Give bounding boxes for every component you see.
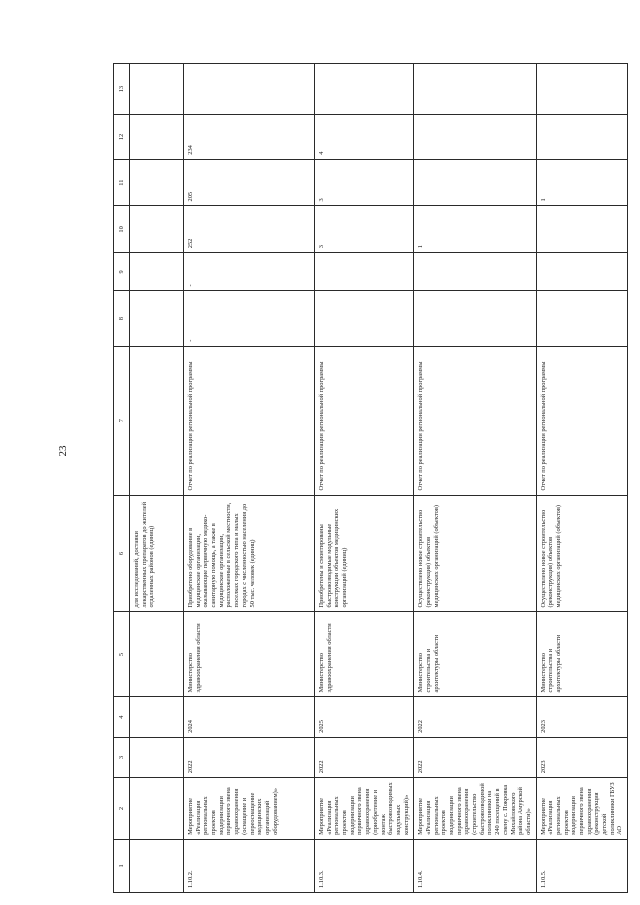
column-header: 1 <box>114 839 130 892</box>
cell-indicator: Осуществлено новое строительство (реконструкция) объектов медицинских организаций (объектов) <box>414 495 536 612</box>
cell-end-year <box>130 697 184 737</box>
cell-value: - <box>184 253 315 291</box>
table-row <box>184 64 315 893</box>
cell-value <box>414 291 536 346</box>
cell-value <box>130 159 184 206</box>
cell-value <box>130 64 184 115</box>
cell-start-year: 2022 <box>184 737 315 777</box>
cell-start-year: 2023 <box>536 737 628 777</box>
cell-start-year: 2022 <box>414 737 536 777</box>
cell-value: - <box>184 291 315 346</box>
column-header: 2 <box>114 778 130 840</box>
cell-value: 3 <box>315 159 414 206</box>
table-row <box>130 64 184 893</box>
cell-measure <box>130 778 184 840</box>
table-container <box>113 63 624 893</box>
cell-indicator: Осуществлено новое строительство (реконструкция) объектов медицинских организаций (объектов) <box>536 495 628 612</box>
cell-end-year: 2025 <box>315 697 414 737</box>
cell-source: Отчет по реализации региональной программы <box>536 346 628 495</box>
cell-indicator: Приобретены и смонтированы быстровозводимые модульные конструкции объектов медицинских организаций (единиц) <box>315 495 414 612</box>
cell-measure: Мероприятие «Реализация региональных проектов модернизации первичного звена здравоохранения (реконструкция детской поликлиники ГБУЗ АО <box>536 778 628 840</box>
cell-value <box>315 291 414 346</box>
column-header: 8 <box>114 291 130 346</box>
column-header: 12 <box>114 115 130 160</box>
cell-value: 234 <box>184 115 315 160</box>
measures-table <box>113 63 628 893</box>
cell-end-year: 2022 <box>414 697 536 737</box>
cell-executor: Министерство здравоохранения области <box>184 612 315 697</box>
cell-value <box>414 115 536 160</box>
cell-start-year: 2022 <box>315 737 414 777</box>
cell-value <box>536 115 628 160</box>
cell-executor: Министерство строительства и архитектуры области <box>536 612 628 697</box>
cell-value <box>536 253 628 291</box>
cell-value: 205 <box>184 159 315 206</box>
cell-number: 1.10.2. <box>184 839 315 892</box>
cell-value <box>414 64 536 115</box>
cell-value <box>536 291 628 346</box>
cell-value: 1 <box>536 159 628 206</box>
cell-measure: Мероприятие «Реализация региональных проектов модернизации первичного звена здравоохранения (оснащение и переоснащение медицинских организаций оборудованием)» <box>184 778 315 840</box>
cell-value <box>130 206 184 253</box>
cell-indicator: Приобретено оборудование в медицинские организации, оказывающие первичную медико-санитарную помощь, а также в медицинские организации, расположенные в сельской местности, поселках городского типа и малых городах с численностью населения до 50 тыс. человек (единиц) <box>184 495 315 612</box>
cell-source: Отчет по реализации региональной программы <box>414 346 536 495</box>
column-header: 4 <box>114 697 130 737</box>
cell-value: 1 <box>414 206 536 253</box>
table-row <box>414 64 536 893</box>
cell-source: Отчет по реализации региональной программы <box>184 346 315 495</box>
cell-start-year <box>130 737 184 777</box>
cell-value: 3 <box>315 206 414 253</box>
cell-value <box>130 291 184 346</box>
table-row <box>315 64 414 893</box>
table-header-row <box>114 64 130 893</box>
column-header: 6 <box>114 495 130 612</box>
cell-end-year: 2023 <box>536 697 628 737</box>
cell-source: Отчет по реализации региональной программы <box>315 346 414 495</box>
cell-measure: Мероприятие «Реализация региональных проектов модернизации первичного звена здравоохранения (приобретение и монтаж быстровозводимых модульных конструкций)» <box>315 778 414 840</box>
column-header: 3 <box>114 737 130 777</box>
column-header: 13 <box>114 64 130 115</box>
cell-value <box>130 115 184 160</box>
cell-executor: Министерство строительства и архитектуры области <box>414 612 536 697</box>
column-header: 5 <box>114 612 130 697</box>
cell-indicator: для исследований, доставки лекарственных препаратов до жителей отдаленных районов (единиц) <box>130 495 184 612</box>
cell-executor: Министерство здравоохранения области <box>315 612 414 697</box>
page-number: 23 <box>57 445 69 457</box>
cell-end-year: 2024 <box>184 697 315 737</box>
cell-value: 252 <box>184 206 315 253</box>
cell-source <box>130 346 184 495</box>
column-header: 9 <box>114 253 130 291</box>
cell-value <box>130 253 184 291</box>
column-header: 10 <box>114 206 130 253</box>
cell-value <box>414 253 536 291</box>
cell-value <box>315 64 414 115</box>
cell-value <box>414 159 536 206</box>
cell-value <box>315 253 414 291</box>
cell-number: 1.10.5. <box>536 839 628 892</box>
cell-value <box>536 206 628 253</box>
column-header: 7 <box>114 346 130 495</box>
column-header: 11 <box>114 159 130 206</box>
cell-value <box>536 64 628 115</box>
cell-executor <box>130 612 184 697</box>
cell-number: 1.10.4. <box>414 839 536 892</box>
table-row <box>536 64 628 893</box>
cell-measure: Мероприятие «Реализация региональных проектов модернизации первичного звена здравоохранения (строительство быстровозводимой поликлиники на 240 посещений в смену с. Покровка Михайловского района Амурской области)» <box>414 778 536 840</box>
cell-number: 1.10.3. <box>315 839 414 892</box>
cell-number <box>130 839 184 892</box>
cell-value: 4 <box>315 115 414 160</box>
cell-value <box>184 64 315 115</box>
